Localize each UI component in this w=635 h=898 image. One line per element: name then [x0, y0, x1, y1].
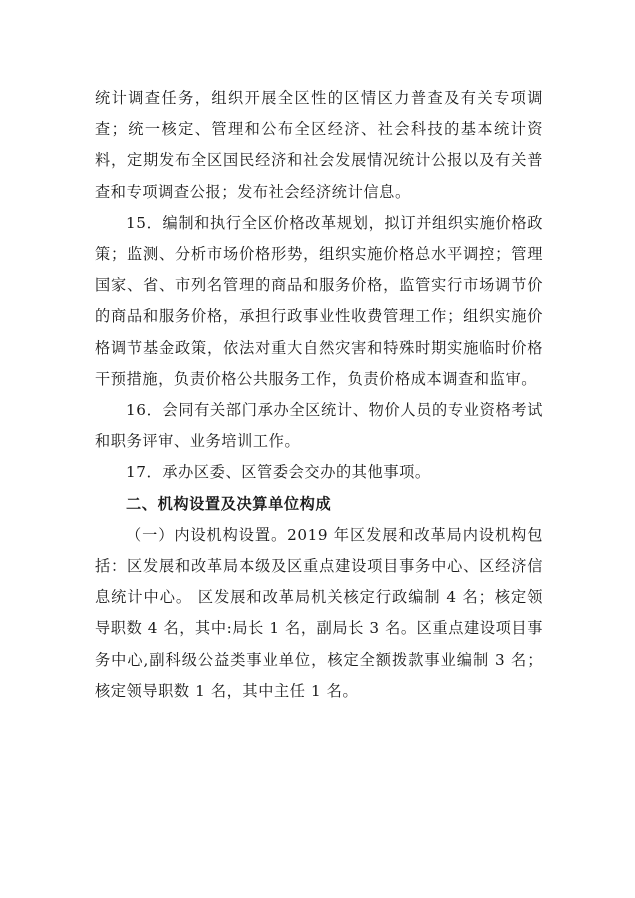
paragraph-internal-structure: （一）内设机构设置。2019 年区发展和改革局内设机构包括：区发展和改革局本级及区重点建设项目事务中心、区经济信息统计中心。 区发展和改革局机关核定行政编制 4 名；核定领导职数 4 名，其中:局长 1 名，副局长 3 名。区重点建设项目事务中心,副科级公益类事业单位，核定全额拨款事业编制 3 名；核定领导职数 1 名，其中主任 1 名。 — [95, 525, 543, 700]
paragraph-item-16: 16．会同有关部门承办全区统计、物价人员的专业资格考试和职务评审、业务培训工作。 — [95, 401, 543, 451]
document-body — [95, 83, 543, 707]
paragraph-item-15: 15．编制和执行全区价格改革规划，拟订并组织实施价格政策；监测、分析市场价格形势，组织实施价格总水平调控；管理国家、省、市列名管理的商品和服务价格，监管实行市场调节价的商品和服务价格，承担行政事业性收费管理工作；组织实施价格调节基金政策，依法对重大自然灾害和特殊时期实施临时价格干预措施，负责价格公共服务工作，负责价格成本调查和监审。 — [95, 213, 543, 388]
section-heading: 二、机构设置及决算单位构成 — [126, 494, 332, 513]
paragraph-item-17: 17．承办区委、区管委会交办的其他事项。 — [126, 463, 431, 482]
paragraph-statistics-tasks: 统计调查任务，组织开展全区性的区情区力普查及有关专项调查；统一核定、管理和公布全区经济、社会科技的基本统计资料，定期发布全区国民经济和社会发展情况统计公报以及有关普查和专项调查公报；发布社会经济统计信息。 — [95, 89, 543, 201]
